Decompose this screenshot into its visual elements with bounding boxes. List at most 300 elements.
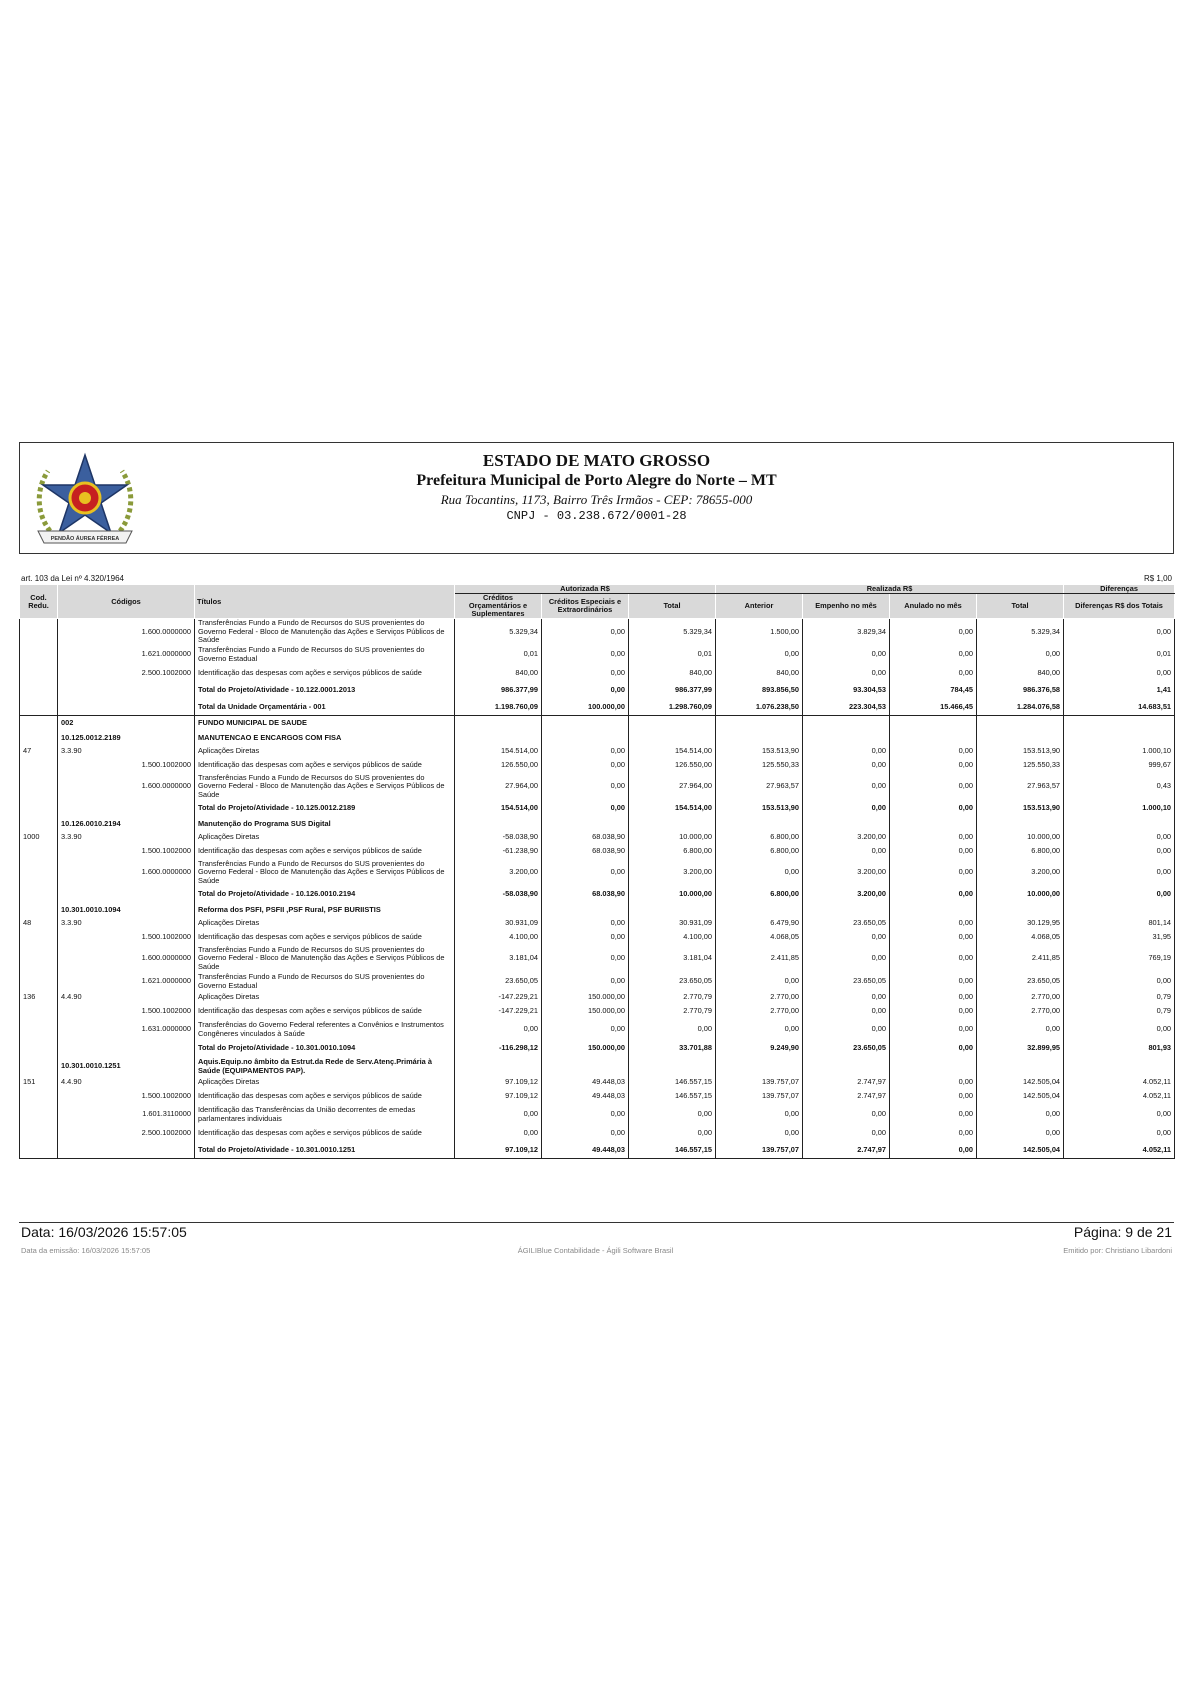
titulo-cell: Aplicações Diretas bbox=[195, 832, 455, 843]
value-cell: 2.770,00 bbox=[716, 1003, 803, 1020]
value-cell: 893.856,50 bbox=[716, 682, 803, 699]
value-cell bbox=[716, 716, 803, 731]
value-cell bbox=[629, 817, 716, 832]
value-cell: 4.052,11 bbox=[1064, 1077, 1175, 1088]
cod-redu-cell bbox=[20, 757, 58, 774]
value-cell: 840,00 bbox=[716, 665, 803, 682]
col-anulado-mes: Anulado no mês bbox=[890, 594, 977, 619]
value-cell: 0,00 bbox=[542, 929, 629, 946]
value-cell: 32.899,95 bbox=[977, 1040, 1064, 1057]
table-row bbox=[20, 929, 1175, 946]
value-cell bbox=[716, 731, 803, 746]
value-cell: 142.505,04 bbox=[977, 1077, 1064, 1088]
value-cell: 0,00 bbox=[803, 1105, 890, 1125]
issuer: Emitido por: Christiano Libardoni bbox=[1063, 1246, 1172, 1255]
value-cell bbox=[890, 903, 977, 918]
value-cell bbox=[716, 1057, 803, 1077]
codigo-cell: 1.600.0000000 bbox=[58, 774, 195, 800]
cod-redu-cell bbox=[20, 1125, 58, 1142]
value-cell bbox=[803, 817, 890, 832]
cod-redu-cell bbox=[20, 731, 58, 746]
cod-redu-cell: 1000 bbox=[20, 832, 58, 843]
titulo-cell: Aplicações Diretas bbox=[195, 1077, 455, 1088]
value-cell bbox=[455, 903, 542, 918]
col-diferencas-totais: Diferenças R$ dos Totais bbox=[1064, 594, 1175, 619]
value-cell: 4.100,00 bbox=[629, 929, 716, 946]
value-cell: 0,00 bbox=[890, 1020, 977, 1040]
col-total-autorizada: Total bbox=[629, 594, 716, 619]
value-cell: 14.683,51 bbox=[1064, 699, 1175, 716]
codigo-cell: 3.3.90 bbox=[58, 746, 195, 757]
value-cell: 97.109,12 bbox=[455, 1077, 542, 1088]
value-cell bbox=[977, 903, 1064, 918]
software-credit: ÁGILIBlue Contabilidade - Ágili Software Brasil bbox=[517, 1246, 674, 1255]
col-cod-redu: Cod. Redu. bbox=[20, 585, 58, 619]
codigo-cell: 10.125.0012.2189 bbox=[58, 731, 195, 746]
value-cell: 0,00 bbox=[890, 992, 977, 1003]
value-cell: 150.000,00 bbox=[542, 1003, 629, 1020]
table-row bbox=[20, 774, 1175, 800]
value-cell: 0,00 bbox=[803, 757, 890, 774]
value-cell: 3.200,00 bbox=[629, 860, 716, 886]
value-cell: 1.000,10 bbox=[1064, 800, 1175, 817]
element-row bbox=[20, 1077, 1175, 1088]
table-header bbox=[20, 585, 1175, 619]
value-cell: 1,41 bbox=[1064, 682, 1175, 699]
group-row bbox=[20, 731, 1175, 746]
value-cell: 0,00 bbox=[890, 1088, 977, 1105]
value-cell: 31,95 bbox=[1064, 929, 1175, 946]
value-cell: 1.000,10 bbox=[1064, 746, 1175, 757]
address: Rua Tocantins, 1173, Bairro Três Irmãos - CEP: 78655-000 bbox=[440, 492, 753, 507]
value-cell: 0,00 bbox=[542, 1020, 629, 1040]
value-cell: 142.505,04 bbox=[977, 1088, 1064, 1105]
table-row bbox=[20, 972, 1175, 992]
value-cell bbox=[1064, 731, 1175, 746]
total-row bbox=[20, 886, 1175, 903]
value-cell: 10.000,00 bbox=[977, 832, 1064, 843]
value-cell bbox=[629, 903, 716, 918]
titulo-cell: Transferências Fundo a Fundo de Recursos do SUS provenientes do Governo Federal - Bloco de Manutenção das Ações e Serviços Públicos de Saúde bbox=[195, 619, 455, 645]
codigo-cell: 1.500.1002000 bbox=[58, 1003, 195, 1020]
value-cell: 23.650,05 bbox=[629, 972, 716, 992]
cod-redu-cell bbox=[20, 1003, 58, 1020]
value-cell: -116.298,12 bbox=[455, 1040, 542, 1057]
value-cell: 154.514,00 bbox=[455, 746, 542, 757]
codigo-cell: 3.3.90 bbox=[58, 918, 195, 929]
value-cell: 0,00 bbox=[890, 619, 977, 645]
codigo-cell: 1.601.3110000 bbox=[58, 1105, 195, 1125]
value-cell: 0,00 bbox=[542, 619, 629, 645]
value-cell bbox=[803, 716, 890, 731]
value-cell bbox=[629, 731, 716, 746]
value-cell bbox=[890, 716, 977, 731]
value-cell: 0,00 bbox=[890, 757, 977, 774]
value-cell: 0,00 bbox=[542, 665, 629, 682]
value-cell: 0,00 bbox=[890, 1125, 977, 1142]
value-cell: 27.964,00 bbox=[629, 774, 716, 800]
value-cell bbox=[803, 1057, 890, 1077]
value-cell bbox=[542, 903, 629, 918]
titulo-cell: Transferências Fundo a Fundo de Recursos do SUS provenientes do Governo Estadual bbox=[195, 645, 455, 665]
cnpj: CNPJ - 03.238.672/0001-28 bbox=[506, 509, 687, 523]
value-cell: 30.931,09 bbox=[455, 918, 542, 929]
value-cell: 0,00 bbox=[803, 992, 890, 1003]
law-reference: art. 103 da Lei nº 4.320/1964 bbox=[21, 574, 125, 583]
value-cell bbox=[455, 817, 542, 832]
cod-redu-cell bbox=[20, 843, 58, 860]
value-cell: 0,00 bbox=[977, 1125, 1064, 1142]
element-row bbox=[20, 746, 1175, 757]
value-cell: 0,00 bbox=[542, 918, 629, 929]
value-cell: 2.770,00 bbox=[977, 992, 1064, 1003]
value-cell: 0,00 bbox=[542, 1105, 629, 1125]
cod-redu-cell bbox=[20, 1142, 58, 1159]
codigo-cell: 1.600.0000000 bbox=[58, 619, 195, 645]
col-group-realizada: Realizada R$ bbox=[716, 585, 1064, 594]
value-cell: 0,00 bbox=[803, 1003, 890, 1020]
value-cell: 126.550,00 bbox=[629, 757, 716, 774]
codigo-cell: 1.500.1002000 bbox=[58, 757, 195, 774]
value-cell: 93.304,53 bbox=[803, 682, 890, 699]
value-cell: 0,00 bbox=[542, 645, 629, 665]
value-cell: 10.000,00 bbox=[629, 886, 716, 903]
value-cell bbox=[716, 817, 803, 832]
cod-redu-cell bbox=[20, 1088, 58, 1105]
codigo-cell bbox=[58, 682, 195, 699]
table-row bbox=[20, 843, 1175, 860]
value-cell: 0,00 bbox=[629, 1020, 716, 1040]
value-cell bbox=[455, 716, 542, 731]
value-cell: 0,00 bbox=[1064, 832, 1175, 843]
value-cell: 0,00 bbox=[890, 946, 977, 972]
svg-text:PENDÃO ÁUREA FÉRREA: PENDÃO ÁUREA FÉRREA bbox=[50, 536, 120, 542]
value-cell: 0,00 bbox=[803, 645, 890, 665]
cod-redu-cell bbox=[20, 682, 58, 699]
value-cell: 0,00 bbox=[890, 886, 977, 903]
col-anterior: Anterior bbox=[716, 594, 803, 619]
codigo-cell: 1.621.0000000 bbox=[58, 972, 195, 992]
value-cell bbox=[977, 1057, 1064, 1077]
value-cell bbox=[890, 731, 977, 746]
value-cell bbox=[542, 817, 629, 832]
value-cell: 5.329,34 bbox=[629, 619, 716, 645]
value-cell: 0,00 bbox=[890, 972, 977, 992]
emission-date: Data da emissão: 16/03/2026 15:57:05 bbox=[21, 1246, 151, 1255]
value-cell: 0,00 bbox=[890, 1105, 977, 1125]
value-cell: 0,00 bbox=[890, 918, 977, 929]
value-cell: 125.550,33 bbox=[977, 757, 1064, 774]
titulo-cell: Aplicações Diretas bbox=[195, 992, 455, 1003]
group-row bbox=[20, 1057, 1175, 1077]
cod-redu-cell bbox=[20, 929, 58, 946]
table-row bbox=[20, 619, 1175, 645]
table-row bbox=[20, 1105, 1175, 1125]
group-row bbox=[20, 716, 1175, 731]
value-cell: 1.298.760,09 bbox=[629, 699, 716, 716]
codigo-cell: 1.621.0000000 bbox=[58, 645, 195, 665]
codigo-cell: 1.600.0000000 bbox=[58, 946, 195, 972]
value-cell: 840,00 bbox=[629, 665, 716, 682]
value-cell: 9.249,90 bbox=[716, 1040, 803, 1057]
footer-divider bbox=[19, 1222, 1174, 1223]
value-cell: 23.650,05 bbox=[803, 1040, 890, 1057]
codigo-cell: 1.500.1002000 bbox=[58, 929, 195, 946]
value-cell bbox=[1064, 716, 1175, 731]
total-row bbox=[20, 699, 1175, 716]
value-cell bbox=[629, 1057, 716, 1077]
codigo-cell: 10.301.0010.1251 bbox=[58, 1057, 195, 1077]
value-cell: 6.800,00 bbox=[716, 886, 803, 903]
value-cell: 150.000,00 bbox=[542, 992, 629, 1003]
value-cell: 15.466,45 bbox=[890, 699, 977, 716]
value-cell: 154.514,00 bbox=[455, 800, 542, 817]
state-name: ESTADO DE MATO GROSSO bbox=[482, 451, 711, 470]
value-cell bbox=[542, 716, 629, 731]
titulo-cell: Aplicações Diretas bbox=[195, 918, 455, 929]
value-cell: 0,00 bbox=[716, 860, 803, 886]
value-cell: 0,00 bbox=[542, 800, 629, 817]
value-cell: 769,19 bbox=[1064, 946, 1175, 972]
value-cell: 0,00 bbox=[803, 929, 890, 946]
value-cell: 3.200,00 bbox=[803, 832, 890, 843]
currency-unit: R$ 1,00 bbox=[1143, 574, 1172, 583]
value-cell: 10.000,00 bbox=[629, 832, 716, 843]
value-cell: 0,00 bbox=[1064, 665, 1175, 682]
value-cell: 27.964,00 bbox=[455, 774, 542, 800]
element-row bbox=[20, 832, 1175, 843]
cod-redu-cell bbox=[20, 972, 58, 992]
value-cell: 4.100,00 bbox=[455, 929, 542, 946]
value-cell: 0,00 bbox=[890, 860, 977, 886]
table-row bbox=[20, 645, 1175, 665]
value-cell: 153.513,90 bbox=[716, 746, 803, 757]
codigo-cell: 002 bbox=[58, 716, 195, 731]
value-cell: 3.829,34 bbox=[803, 619, 890, 645]
col-titulos: Títulos bbox=[195, 585, 455, 619]
value-cell: 126.550,00 bbox=[455, 757, 542, 774]
cod-redu-cell bbox=[20, 665, 58, 682]
codigo-cell: 2.500.1002000 bbox=[58, 1125, 195, 1142]
value-cell bbox=[1064, 1057, 1175, 1077]
col-total-realizada: Total bbox=[977, 594, 1064, 619]
value-cell: 0,00 bbox=[890, 832, 977, 843]
titulo-cell: Total do Projeto/Atividade - 10.126.0010.2194 bbox=[195, 886, 455, 903]
codigo-cell bbox=[58, 1142, 195, 1159]
titulo-cell: Total do Projeto/Atividade - 10.125.0012.2189 bbox=[195, 800, 455, 817]
value-cell: 0,00 bbox=[977, 1020, 1064, 1040]
value-cell: 3.200,00 bbox=[803, 860, 890, 886]
table-row bbox=[20, 1003, 1175, 1020]
codigo-cell: 3.3.90 bbox=[58, 832, 195, 843]
value-cell: 0,00 bbox=[890, 645, 977, 665]
value-cell: 153.513,90 bbox=[977, 800, 1064, 817]
codigo-cell bbox=[58, 1040, 195, 1057]
codigo-cell: 2.500.1002000 bbox=[58, 665, 195, 682]
value-cell: 0,79 bbox=[1064, 992, 1175, 1003]
value-cell: 0,00 bbox=[890, 1040, 977, 1057]
value-cell: 150.000,00 bbox=[542, 1040, 629, 1057]
value-cell: 0,00 bbox=[1064, 860, 1175, 886]
value-cell: 5.329,34 bbox=[977, 619, 1064, 645]
table-row bbox=[20, 757, 1175, 774]
value-cell bbox=[890, 817, 977, 832]
titulo-cell: Transferências Fundo a Fundo de Recursos do SUS provenientes do Governo Federal - Bloco de Manutenção das Ações e Serviços Públicos de Saúde bbox=[195, 860, 455, 886]
col-creditos-especiais: Créditos Especiais e Extraordinários bbox=[542, 594, 629, 619]
cod-redu-cell bbox=[20, 886, 58, 903]
value-cell: 0,00 bbox=[1064, 619, 1175, 645]
titulo-cell: Identificação das despesas com ações e serviços públicos de saúde bbox=[195, 929, 455, 946]
value-cell: 27.963,57 bbox=[977, 774, 1064, 800]
value-cell: 0,00 bbox=[542, 682, 629, 699]
value-cell: 2.770,79 bbox=[629, 1003, 716, 1020]
value-cell: 6.800,00 bbox=[716, 843, 803, 860]
value-cell: 0,01 bbox=[455, 645, 542, 665]
group-row bbox=[20, 817, 1175, 832]
value-cell bbox=[455, 731, 542, 746]
value-cell: 0,00 bbox=[1064, 1020, 1175, 1040]
value-cell: 146.557,15 bbox=[629, 1142, 716, 1159]
cod-redu-cell bbox=[20, 699, 58, 716]
total-row bbox=[20, 800, 1175, 817]
table-row bbox=[20, 665, 1175, 682]
value-cell: 0,00 bbox=[542, 946, 629, 972]
value-cell: 68.038,90 bbox=[542, 843, 629, 860]
value-cell: 0,00 bbox=[890, 665, 977, 682]
titulo-cell: Total do Projeto/Atividade - 10.122.0001.2013 bbox=[195, 682, 455, 699]
value-cell: 2.770,00 bbox=[716, 992, 803, 1003]
value-cell: -147.229,21 bbox=[455, 1003, 542, 1020]
codigo-cell: 1.500.1002000 bbox=[58, 843, 195, 860]
value-cell: 840,00 bbox=[455, 665, 542, 682]
value-cell: 146.557,15 bbox=[629, 1088, 716, 1105]
value-cell: 153.513,90 bbox=[716, 800, 803, 817]
value-cell: 49.448,03 bbox=[542, 1077, 629, 1088]
value-cell: 0,00 bbox=[803, 800, 890, 817]
value-cell: 0,00 bbox=[542, 1125, 629, 1142]
value-cell: 6.800,00 bbox=[716, 832, 803, 843]
value-cell: 1.076.238,50 bbox=[716, 699, 803, 716]
table-body bbox=[20, 619, 1175, 1159]
codigo-cell: 4.4.90 bbox=[58, 1077, 195, 1088]
value-cell: 0,00 bbox=[542, 860, 629, 886]
titulo-cell: Transferências Fundo a Fundo de Recursos do SUS provenientes do Governo Estadual bbox=[195, 972, 455, 992]
titulo-cell: Identificação das despesas com ações e serviços públicos de saúde bbox=[195, 843, 455, 860]
cod-redu-cell bbox=[20, 903, 58, 918]
value-cell: 784,45 bbox=[890, 682, 977, 699]
value-cell bbox=[542, 731, 629, 746]
total-row bbox=[20, 1040, 1175, 1057]
value-cell bbox=[803, 903, 890, 918]
value-cell: 223.304,53 bbox=[803, 699, 890, 716]
codigo-cell bbox=[58, 699, 195, 716]
value-cell: 3.200,00 bbox=[977, 860, 1064, 886]
value-cell: 0,00 bbox=[1064, 886, 1175, 903]
cod-redu-cell bbox=[20, 619, 58, 645]
value-cell bbox=[629, 716, 716, 731]
value-cell: 0,00 bbox=[716, 645, 803, 665]
cod-redu-cell bbox=[20, 645, 58, 665]
codigo-cell: 1.631.0000000 bbox=[58, 1020, 195, 1040]
value-cell: 0,00 bbox=[890, 1003, 977, 1020]
value-cell bbox=[455, 1057, 542, 1077]
value-cell: 10.000,00 bbox=[977, 886, 1064, 903]
value-cell: 0,00 bbox=[803, 665, 890, 682]
prefeitura-name: Prefeitura Municipal de Porto Alegre do Norte – MT bbox=[416, 472, 777, 489]
value-cell: -58.038,90 bbox=[455, 886, 542, 903]
titulo-cell: MANUTENCAO E ENCARGOS COM FISA bbox=[195, 731, 455, 746]
total-row bbox=[20, 682, 1175, 699]
value-cell: 30.931,09 bbox=[629, 918, 716, 929]
value-cell: 23.650,05 bbox=[455, 972, 542, 992]
value-cell: 2.411,85 bbox=[977, 946, 1064, 972]
value-cell: 0,00 bbox=[803, 1020, 890, 1040]
titulo-cell: Identificação das despesas com ações e serviços públicos de saúde bbox=[195, 1088, 455, 1105]
titulo-cell: Transferências Fundo a Fundo de Recursos do SUS provenientes do Governo Federal - Bloco de Manutenção das Ações e Serviços Públicos de Saúde bbox=[195, 946, 455, 972]
value-cell: 0,00 bbox=[803, 746, 890, 757]
value-cell: 5.329,34 bbox=[455, 619, 542, 645]
col-codigos: Códigos bbox=[58, 585, 195, 619]
value-cell: 0,01 bbox=[1064, 645, 1175, 665]
value-cell: 2.747,97 bbox=[803, 1142, 890, 1159]
value-cell: 153.513,90 bbox=[977, 746, 1064, 757]
value-cell: 2.770,79 bbox=[629, 992, 716, 1003]
expense-report-table bbox=[19, 584, 1175, 1159]
codigo-cell bbox=[58, 800, 195, 817]
titulo-cell: Total da Unidade Orçamentária - 001 bbox=[195, 699, 455, 716]
total-row bbox=[20, 1142, 1175, 1159]
codigo-cell bbox=[58, 886, 195, 903]
value-cell bbox=[890, 1057, 977, 1077]
value-cell: 2.770,00 bbox=[977, 1003, 1064, 1020]
value-cell: 0,00 bbox=[542, 774, 629, 800]
value-cell: 23.650,05 bbox=[803, 918, 890, 929]
value-cell: 30.129,95 bbox=[977, 918, 1064, 929]
value-cell: 1.198.760,09 bbox=[455, 699, 542, 716]
value-cell: 23.650,05 bbox=[977, 972, 1064, 992]
value-cell: 0,00 bbox=[1064, 843, 1175, 860]
value-cell: 100.000,00 bbox=[542, 699, 629, 716]
value-cell: 0,00 bbox=[455, 1125, 542, 1142]
value-cell: 0,00 bbox=[890, 929, 977, 946]
cod-redu-cell bbox=[20, 1057, 58, 1077]
value-cell: 0,00 bbox=[629, 1125, 716, 1142]
value-cell: 33.701,88 bbox=[629, 1040, 716, 1057]
value-cell: 4.068,05 bbox=[977, 929, 1064, 946]
value-cell: 801,93 bbox=[1064, 1040, 1175, 1057]
value-cell: 0,00 bbox=[1064, 1105, 1175, 1125]
value-cell: 0,00 bbox=[803, 1125, 890, 1142]
element-row bbox=[20, 992, 1175, 1003]
value-cell: 801,14 bbox=[1064, 918, 1175, 929]
value-cell: 0,00 bbox=[716, 1105, 803, 1125]
value-cell: 0,00 bbox=[890, 774, 977, 800]
value-cell: 154.514,00 bbox=[629, 746, 716, 757]
value-cell: 986.377,99 bbox=[629, 682, 716, 699]
value-cell bbox=[542, 1057, 629, 1077]
titulo-cell: Identificação das Transferências da União decorrentes de emedas parlamentares individuais bbox=[195, 1105, 455, 1125]
value-cell: 0,00 bbox=[890, 843, 977, 860]
value-cell: 0,00 bbox=[716, 972, 803, 992]
value-cell: 2.747,97 bbox=[803, 1077, 890, 1088]
cod-redu-cell bbox=[20, 817, 58, 832]
value-cell: 139.757,07 bbox=[716, 1142, 803, 1159]
titulo-cell: Total do Projeto/Atividade - 10.301.0010.1094 bbox=[195, 1040, 455, 1057]
value-cell: 6.479,90 bbox=[716, 918, 803, 929]
cod-redu-cell: 48 bbox=[20, 918, 58, 929]
table-row bbox=[20, 946, 1175, 972]
value-cell: 0,00 bbox=[890, 746, 977, 757]
